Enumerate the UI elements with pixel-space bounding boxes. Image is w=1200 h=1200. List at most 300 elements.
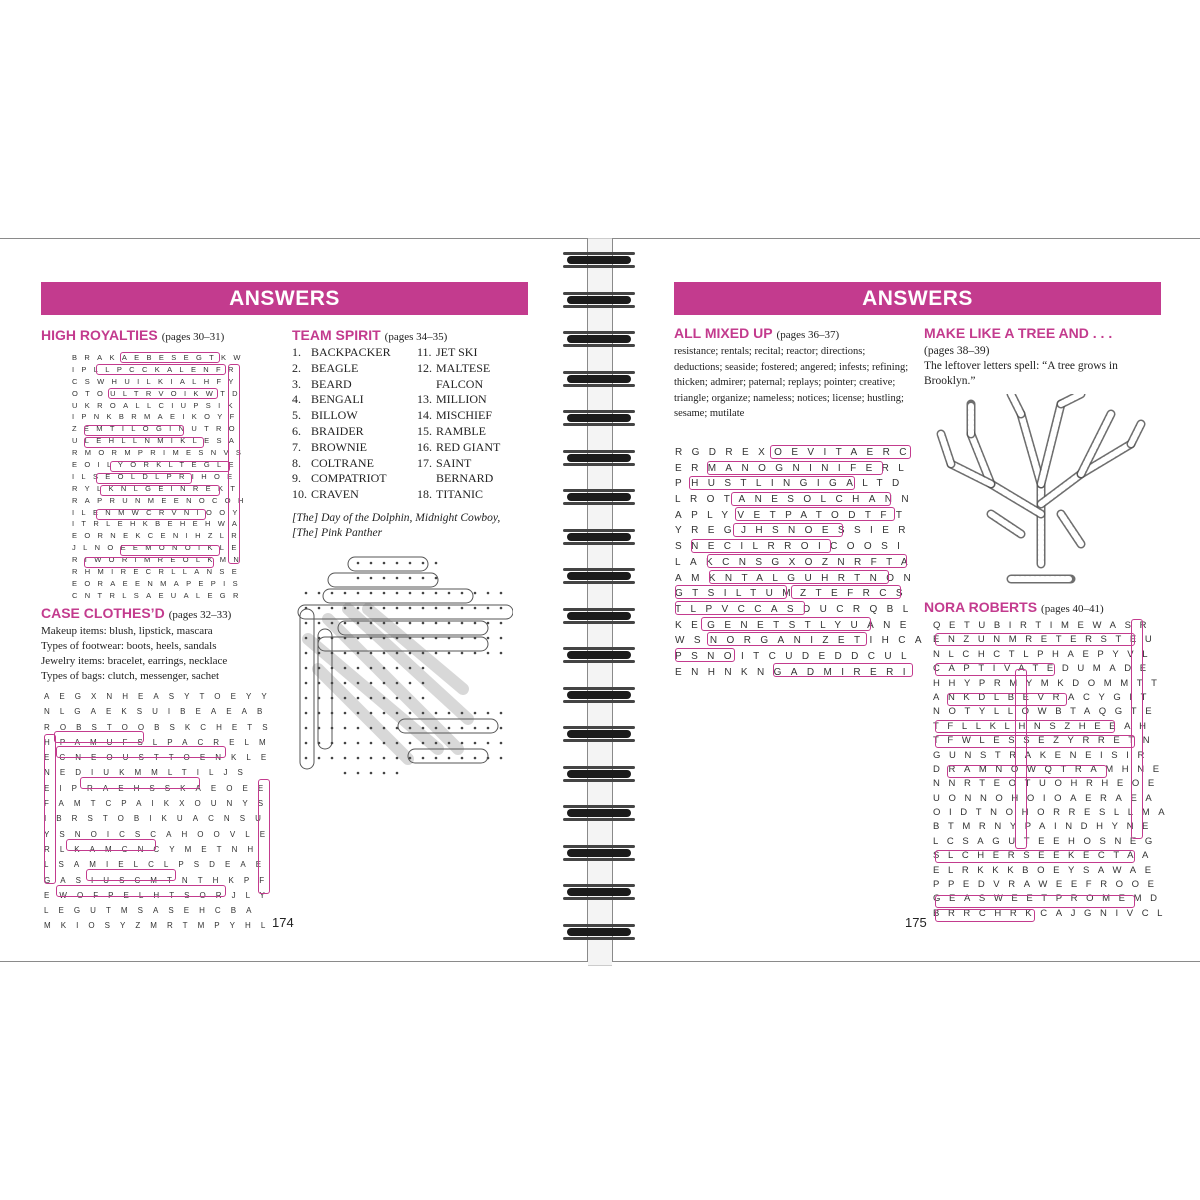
letter-mark [344,652,347,655]
grid-row: LCSAGUTEEHOSNEG [933,835,1161,847]
coil-ring [563,882,635,902]
answer-word: BRAIDER [311,423,364,438]
grid-row: ILSEOLDLPRIHOE [72,471,240,481]
puzzle-title-nora-roberts [924,599,1104,615]
grid-row: AMKNTALGUHRTNON [675,572,921,584]
letter-mark [318,622,321,625]
grid-row: PHUSTLINGIGALTD [675,478,909,490]
answers-banner-left: ANSWERS [41,282,528,315]
letter-mark [448,607,451,610]
letter-mark [422,682,425,685]
letter-mark [487,607,490,610]
grid-row: ILENMWCRVNIOOY [72,507,245,517]
letter-mark [318,607,321,610]
puzzle-title-text: TEAM SPIRIT [292,327,381,343]
answer-item [292,471,391,487]
grid-row: EORAEENMAPEPIS [72,578,245,588]
answer-number: 4. [292,392,301,407]
letter-mark [500,622,503,625]
letter-mark [370,622,373,625]
letter-mark [500,607,503,610]
grid-row: NEDIUKMMLTILJS [44,768,253,778]
letter-mark [461,607,464,610]
answer-number: 15. [417,423,432,438]
letter-mark [305,682,308,685]
letter-mark [487,652,490,655]
answer-word-continued: FALCON [436,376,484,391]
letter-mark [500,637,503,640]
letter-mark [383,712,386,715]
letter-mark [331,742,334,745]
letter-mark [357,682,360,685]
letter-mark [370,712,373,715]
answer-item [292,392,391,408]
puzzle-pages: (pages 40–41) [1041,603,1104,615]
grid-row: RLKAMCNCYMETNH [44,844,264,854]
letter-mark [331,622,334,625]
word-capsule [328,573,438,587]
letter-mark [500,712,503,715]
coil-ring [563,250,635,270]
letter-mark [383,682,386,685]
letter-mark [383,607,386,610]
letter-mark [409,727,412,730]
grid-row: YSNOICSCAHOOVLE [44,829,276,839]
letter-mark [422,742,425,745]
word-search-grid-case-clothes [44,689,278,934]
grid-row: APLYVETPATODTFT [675,509,912,521]
grid-row: NLGAEKSUIBEAEAB [44,707,273,717]
letter-mark [383,637,386,640]
letter-mark [344,757,347,760]
grid-row: ULEHLLNMIKLESA [72,436,242,446]
letter-mark [461,757,464,760]
letter-mark [396,697,399,700]
letter-mark [383,622,386,625]
answer-line: Types of footwear: boots, heels, sandals [41,640,217,652]
coil-ring [563,922,635,942]
answer-word: CRAVEN [311,487,359,502]
answer-number: 5. [292,408,301,423]
letter-mark [305,697,308,700]
letter-mark [383,772,386,775]
letter-mark [370,667,373,670]
letter-mark [474,652,477,655]
answer-item [292,345,391,361]
letter-mark [435,727,438,730]
puzzle-title-high-royalties [41,327,224,343]
letter-mark [474,607,477,610]
letter-mark [370,682,373,685]
letter-mark [370,697,373,700]
letter-mark [448,637,451,640]
grid-row: RIWORIMREOLKMN [72,555,247,565]
letter-mark [331,607,334,610]
puzzle-title-text: CASE CLOTHES’D [41,605,165,621]
grid-row: QETUBIRTIMEWASR [933,620,1156,631]
grid-row: GASIUSCMTNTHKPF [44,875,275,885]
answer-word: COMPATRIOT [311,471,387,486]
letter-mark [487,727,490,730]
letter-mark [422,697,425,700]
letter-mark [344,682,347,685]
grid-row: GTSILTUMZTEFRCS [675,588,912,600]
letter-mark [487,742,490,745]
page-175 [612,238,1200,962]
letter-mark [305,667,308,670]
answer-number: 1. [292,345,301,359]
answer-item [292,377,391,393]
answer-word: MALTESE [436,360,491,375]
letter-mark [370,757,373,760]
answer-item [292,456,391,472]
letter-mark [487,592,490,595]
answer-item [417,361,500,377]
letter-mark [448,652,451,655]
grid-row: ENHNKNGADMIRERI [675,666,915,678]
letter-mark [305,592,308,595]
answer-number: 10. [292,487,307,502]
coil-ring [563,408,635,428]
letter-mark [435,622,438,625]
answer-item [417,424,500,440]
tree-figure [931,394,1151,589]
tree-note [924,344,1154,389]
letter-mark [500,742,503,745]
coil-ring [563,645,635,665]
letter-mark [461,622,464,625]
word-capsule [408,749,488,763]
grid-row: LSAMIELCLPSDEAE [44,860,272,870]
grid-row: UKROALLCIUPSIK [72,400,240,410]
answers-banner-right: ANSWERS [674,282,1161,315]
grid-row: ENZUNMRETERSTEU [933,634,1161,646]
grid-row: KEGENETSTLYUANE [675,619,916,631]
coil-ring [563,803,635,823]
puzzle-pages: (pages 34–35) [384,331,448,343]
coil-ring [563,290,635,310]
puzzle-title-team-spirit [292,327,447,343]
grid-row: GEASWEETPROMEMD [933,893,1166,905]
letter-mark [383,667,386,670]
letter-mark [487,757,490,760]
letter-mark [318,742,321,745]
letter-mark [305,637,308,640]
puzzle-title-text: MAKE LIKE A TREE AND . . . [924,325,1113,341]
word-capsule [323,589,473,603]
grid-row: IPNKBRMAEIKOYF [72,412,242,422]
letter-mark [318,757,321,760]
answer-word: JET SKI [436,345,478,359]
letter-mark [409,697,412,700]
coil-ring [563,329,635,349]
letter-mark [409,682,412,685]
letter-mark [487,637,490,640]
grid-row: EOILYORKLTEGLE [72,460,241,470]
letter-mark [448,592,451,595]
letter-mark [409,592,412,595]
letter-mark [357,637,360,640]
coil-ring [563,487,635,507]
answer-item [417,392,500,408]
letter-mark [474,712,477,715]
grid-row: ELRKKKBOEYSAWAE [933,864,1160,876]
letter-mark [383,757,386,760]
answer-item [292,408,391,424]
letter-mark [331,592,334,595]
letter-mark [357,607,360,610]
letter-mark [357,652,360,655]
grid-row: SLCHERSEEKECTAA [933,850,1158,862]
letter-mark [422,712,425,715]
letter-mark [357,577,360,580]
answer-item [292,361,391,377]
letter-mark [422,577,425,580]
letter-mark [396,757,399,760]
letter-mark [331,667,334,670]
letter-mark [448,712,451,715]
answer-word: BENGALI [311,392,364,407]
letter-mark [305,712,308,715]
letter-mark [500,592,503,595]
letter-mark [383,742,386,745]
letter-mark [500,727,503,730]
grid-row: CSWHUILKIALHFY [72,376,241,386]
letter-mark [331,637,334,640]
puzzle-pages: (pages 38–39) [924,345,990,357]
word-search-grid-high-royalties [72,352,251,602]
grid-row: LROTANESOLCHANN [675,494,919,506]
answer-word: MISCHIEF [436,408,493,423]
puzzle-title-make-like-a-tree [924,325,1112,341]
letter-mark [318,592,321,595]
page-number: 174 [272,915,294,930]
puzzle-pages: (pages 36–37) [776,329,840,341]
letter-mark [435,592,438,595]
puzzle-title-text: ALL MIXED UP [674,325,773,341]
letter-mark [435,742,438,745]
grid-row: ITRLEHKBEHEHWA [72,519,245,529]
letter-mark [370,727,373,730]
letter-mark [396,742,399,745]
letter-mark [344,592,347,595]
letter-mark [318,667,321,670]
letter-mark [396,772,399,775]
letter-mark [344,697,347,700]
letter-mark [370,772,373,775]
coil-ring [563,724,635,744]
grid-row: ROBSTOOBSKCHETS [44,722,278,732]
letter-mark [396,607,399,610]
coil-ring [563,685,635,705]
letter-mark [383,727,386,730]
all-mixed-up-answers: resistance; rentals; recital; reactor; directions; deductions; seaside; fostered; angered; infests; refining; thicken; admirer; paternal; replays; pointer; creative; triangle; organize; nameless; notices; license; hustling; sesame; mutilate [674,346,909,419]
tree-answer: The leftover letters spell: “A tree grows in Brooklyn.” [924,360,1118,387]
coil-ring [563,764,635,784]
puzzle-title-text: NORA ROBERTS [924,599,1038,615]
answer-number: 3. [292,376,301,391]
letter-mark [396,712,399,715]
letter-mark [474,742,477,745]
letter-mark [305,607,308,610]
letter-mark [396,667,399,670]
answer-item [417,408,500,424]
puzzle-title-text: HIGH ROYALTIES [41,327,158,343]
grid-row: TFLLKLHNSZHEEAH [933,720,1155,732]
grid-row: OIDTNOHORRESLLMA [933,807,1174,819]
letter-mark [370,562,373,565]
letter-mark [344,712,347,715]
grid-row: NLCHCTLPHAEPYVL [933,648,1157,660]
letter-mark [461,637,464,640]
letter-mark [500,757,503,760]
answer-item [417,487,500,503]
letter-mark [422,607,425,610]
letter-mark [331,757,334,760]
grid-row: RYLKNLGEINREKT [72,483,243,493]
grid-row: HHYPRMYMKDOMMTT [933,677,1166,689]
answer-number: 9. [292,471,301,486]
letter-mark [435,562,438,565]
team-spirit-answers-col1 [292,345,391,503]
puzzle-pages: (pages 32–33) [168,609,232,621]
letter-mark [370,742,373,745]
letter-mark [370,577,373,580]
answer-word: BROWNIE [311,439,367,454]
letter-mark [409,742,412,745]
letter-mark [331,712,334,715]
answer-word: BEARD [311,376,352,391]
letter-mark [461,742,464,745]
letter-mark [357,667,360,670]
grid-row: CNTRLSAEUALEGR [72,590,246,600]
letter-mark [422,592,425,595]
letter-mark [448,727,451,730]
letter-mark [370,592,373,595]
grid-row: RMORMPRIMESNVS [72,448,249,458]
letter-mark [435,712,438,715]
letter-mark [409,622,412,625]
coil-ring [563,606,635,626]
letter-mark [396,622,399,625]
letter-mark [500,652,503,655]
grid-row: WSNORGANIZETIHCA [675,635,931,647]
answer-word: RAMBLE [436,423,487,438]
letter-mark [461,727,464,730]
grid-row: NNRTEOTUOHRHEOE [933,778,1163,790]
letter-mark [318,637,321,640]
grid-row: ERMANOGNINIFERL [675,462,914,474]
grid-row: HPAMUFSLPACRELM [44,737,276,747]
answer-word: BACKPACKER [311,345,391,359]
letter-mark [409,667,412,670]
letter-mark [357,592,360,595]
grid-row: OTOULTRVOIKWTD [72,388,245,398]
letter-mark [422,667,425,670]
answer-word: SAINT [436,455,472,470]
word-capsule [300,609,314,769]
letter-mark [474,727,477,730]
letter-mark [357,712,360,715]
tree-branch-letters [1021,414,1041,484]
word-search-grid-all-mixed-up [675,445,931,680]
team-spirit-answers-col2 [417,345,500,503]
letter-mark [474,622,477,625]
grid-row: IBRSTOBIKUACNSU [44,814,271,824]
letter-mark [383,577,386,580]
grid-row: TFWLESSEZYRRETN [933,735,1159,747]
grid-row: CAPTIVATEDUMADE [933,663,1155,675]
letter-mark [422,757,425,760]
letter-mark [409,652,412,655]
coil-ring [563,843,635,863]
letter-mark [318,682,321,685]
letter-mark [435,577,438,580]
letter-mark [396,592,399,595]
letter-mark [435,607,438,610]
answer-word: COLTRANE [311,455,374,470]
tree-branch-letters [1061,514,1081,544]
letter-mark [396,577,399,580]
grid-row: BRAKAEBESEGTKW [72,353,248,362]
answer-word-continued: BERNARD [436,471,494,486]
letter-mark [487,622,490,625]
answer-word: BILLOW [311,408,358,423]
grid-row: JLNOEEMONOIKLE [72,543,244,553]
letter-mark [448,742,451,745]
letter-mark [422,622,425,625]
letter-mark [474,757,477,760]
letter-mark [383,562,386,565]
answer-number: 11. [417,345,432,359]
letter-mark [461,652,464,655]
grid-row: LEGUTMSASEHCBA [44,906,262,916]
answer-item [417,456,500,472]
letter-mark [331,697,334,700]
answer-item [417,345,500,361]
letter-mark [474,637,477,640]
letter-mark [344,607,347,610]
letter-mark [344,772,347,775]
grid-row: EIPRAEHSSKAEOEE [44,783,274,793]
answer-number: 14. [417,408,432,423]
letter-mark [409,607,412,610]
grid-row: MKIOSYZMRTMPYHL [44,921,276,931]
letter-mark [461,712,464,715]
puzzle-title-case-clothes [41,605,231,621]
letter-mark [435,652,438,655]
puzzle-pages: (pages 30–31) [161,331,225,343]
grid-row: EWOFPELHTSORJLY [44,890,275,900]
letter-mark [370,652,373,655]
letter-mark [357,622,360,625]
grid-row: BRRCHRKCAJGNIVCL [933,907,1172,919]
team-spirit-grid-figure [288,549,513,789]
letter-mark [383,592,386,595]
letter-mark [396,562,399,565]
letter-mark [344,742,347,745]
answer-item [292,487,391,503]
grid-row: RHMIRECRLLANSE [72,567,245,577]
grid-row: IPLLPCCKALENFR [72,364,241,374]
grid-row: FAMTCPAIKXOUNYS [44,799,274,809]
letter-mark [357,742,360,745]
letter-mark [318,712,321,715]
letter-mark [383,697,386,700]
letter-mark [331,727,334,730]
grid-row: SNECILRROICOOSI [675,541,910,553]
answer-number: 13. [417,392,432,407]
